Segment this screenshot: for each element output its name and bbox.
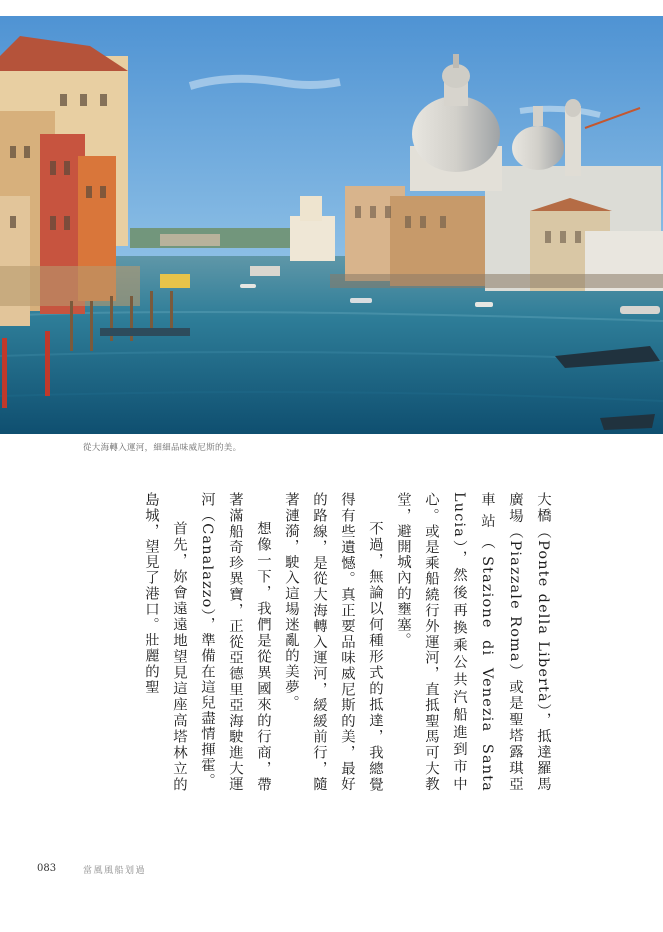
paragraph: 不過，無論以何種形式的抵達，我總覺得有些遺憾。真正要品味威尼斯的美，最好的路線，是從大海轉入運河，緩緩前行，隨著漣漪，駛入這場迷亂的美夢。 — [283, 492, 383, 792]
paragraph: 想像一下，我們是從異國來的行商，帶著滿船奇珍異寶，正從亞德里亞海駛進大運河（Canalazzo），準備在這兒盡情揮霍。 — [199, 492, 271, 792]
vertical-body-text — [85, 492, 557, 792]
canal-illustration — [0, 16, 663, 434]
paragraph-continued: 大橋（Ponte della Libertà），抵達羅馬廣場（Piazzale Roma）或是聖塔露琪亞車站（Stazione di Venezia Santa Lucia），然後再換乘公共汽船進到市中心。或是乘船繞行外運河，直抵聖馬可大教堂，避開城內的壅塞。 — [395, 492, 551, 792]
paragraph: 首先，妳會遠遠地望見這座高塔林立的島城，望見了港口。壯麗的聖 — [143, 492, 187, 792]
page-number: 083 — [37, 863, 57, 874]
running-footer-title: 當風風船划過 — [83, 866, 147, 876]
venice-grand-canal-photo — [0, 16, 663, 434]
photo-caption: 從大海轉入運河，細細品味威尼斯的美。 — [83, 443, 242, 453]
